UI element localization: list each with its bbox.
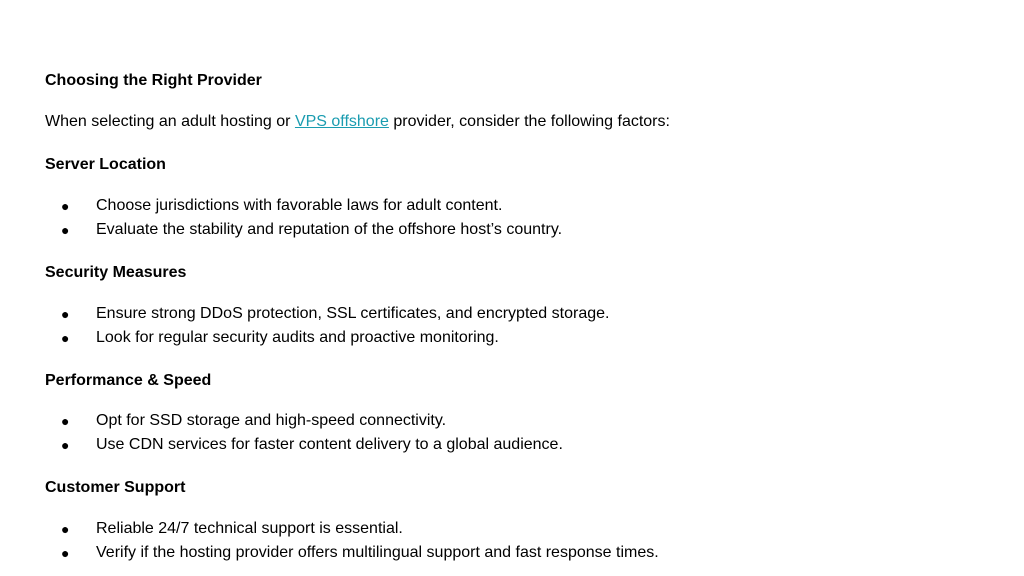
bullet-icon: ● (61, 545, 70, 561)
list-item (45, 519, 945, 539)
section-heading-server-location: Server Location (45, 156, 166, 173)
bullet-icon: ● (61, 198, 70, 214)
list-item (45, 543, 945, 563)
list-item (45, 328, 945, 348)
intro-paragraph (45, 112, 670, 132)
bullet-icon: ● (61, 306, 70, 322)
list-item-text: Choose jurisdictions with favorable laws for adult content. (96, 197, 503, 214)
list-item (45, 220, 945, 240)
bullet-icon: ● (61, 413, 70, 429)
list-item-text: Look for regular security audits and proactive monitoring. (96, 329, 499, 346)
list-item-text: Evaluate the stability and reputation of the offshore host’s country. (96, 221, 563, 238)
list-item (45, 411, 945, 431)
list-item-text: Reliable 24/7 technical support is essential. (96, 520, 403, 537)
bullet-icon: ● (61, 330, 70, 346)
list-item (45, 304, 945, 324)
list-item-text: Ensure strong DDoS protection, SSL certificates, and encrypted storage. (96, 305, 610, 322)
list-item (45, 196, 945, 216)
section-heading-performance-speed: Performance & Speed (45, 372, 212, 389)
list-item (45, 435, 945, 455)
bullet-icon: ● (61, 437, 70, 453)
list-item-text: Opt for SSD storage and high-speed connectivity. (96, 412, 447, 429)
section-heading-security-measures: Security Measures (45, 264, 187, 281)
list-item-text: Use CDN services for faster content delivery to a global audience. (96, 436, 563, 453)
intro-text-after: provider, consider the following factors: (388, 113, 670, 130)
intro-text-before: When selecting an adult hosting or (45, 113, 295, 130)
bullet-icon: ● (61, 521, 70, 537)
section-heading-customer-support: Customer Support (45, 479, 186, 496)
list-item-text: Verify if the hosting provider offers multilingual support and fast response times. (96, 544, 659, 561)
document-title: Choosing the Right Provider (45, 72, 262, 89)
vps-offshore-link[interactable]: VPS offshore (294, 113, 389, 130)
bullet-icon: ● (61, 222, 70, 238)
